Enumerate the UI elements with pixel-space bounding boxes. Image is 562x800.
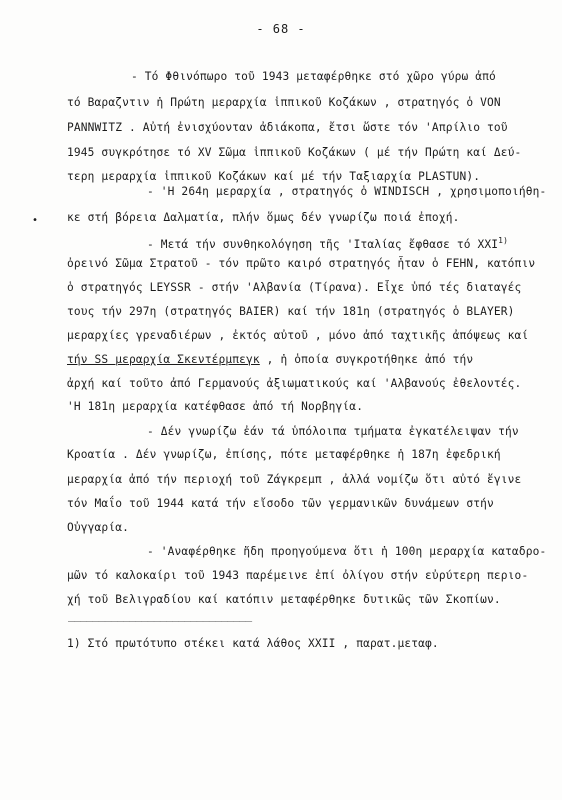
footnote-rule: ______________________________	[68, 609, 252, 622]
text-line: - 'Αναφέρθηκε ἤδη προηγούμενα ὅτι ἡ 100η μεραρχία καταδρο-	[147, 545, 547, 558]
text-line: μεραρχία ἀπό τήν περιοχή τοῦ Ζάγκρεμπ , ἀλλά νομίζω ὅτι αὐτό ἔγινε	[67, 473, 522, 486]
text-line: - 'Η 264η μεραρχία , στρατηγός ὁ WINDISCH , χρησιμοποιήθη-	[147, 185, 547, 198]
footnote-ref: 1)	[498, 236, 509, 245]
text-line-content: - Μετά τήν συνθηκολόγηση τῆς 'Ιταλίας ἔφθασε τό XXI	[147, 238, 499, 251]
text-line: ἀρχή καί τοῦτο ἀπό Γερμανούς ἀξιωματικούς καί 'Αλβανούς ἐθελοντές.	[67, 377, 522, 390]
text-line: χή τοῦ Βελιγραδίου καί κατόπιν μεταφέρθηκε δυτικῶς τῶν Σκοπίων.	[67, 593, 501, 606]
text-line: τους τήν 297η (στρατηγός BAIER) καί τήν 181η (στρατηγός ὁ BLAYER)	[67, 305, 515, 318]
page-number: - 68 -	[256, 22, 306, 36]
text-line: 'Η 181η μεραρχία κατέφθασε ἀπό τή Νορβηγία.	[67, 400, 364, 413]
text-line: Οὐγγαρία.	[67, 521, 129, 534]
underlined-division-name: τήν SS μεραρχία Σκεντέρμπεγκ	[67, 353, 260, 366]
footnote-text: 1) Στό πρωτότυπο στέκει κατά λάθος XXII , παρατ.μεταφ.	[67, 637, 439, 650]
margin-mark: •	[32, 215, 39, 226]
text-line	[67, 353, 473, 367]
text-line-content: , ἡ ὁποία συγκροτήθηκε ἀπό τήν	[259, 353, 474, 366]
text-line: μῶν τό καλοκαίρι τοῦ 1943 παρέμεινε ἐπί ὀλίγου στήν εὐρύτερη περιο-	[67, 569, 529, 582]
text-line: τό Βαραζντιν ἡ Πρώτη μεραρχία ἱππικοῦ Κοζάκων , στρατηγός ὁ VON	[67, 96, 501, 109]
text-line: τερη μεραρχία ἱππικοῦ Κοζάκων καί μέ τήν Ταξιαρχία PLASTUN).	[67, 170, 481, 183]
text-line: τόν Μαΐο τοῦ 1944 κατά τήν εἴσοδο τῶν γερμανικῶν δυνάμεων στήν	[67, 497, 494, 510]
text-line: 1945 συγκρότησε τό XV Σῶμα ἱππικοῦ Κοζάκων ( μέ τήν Πρώτη καί Δεύ-	[67, 146, 522, 159]
text-line: PANNWITZ . Αὐτή ἐνισχύονταν ἀδιάκοπα, ἔτσι ὥστε τόν 'Απρίλιο τοῦ	[67, 121, 508, 134]
text-line: ὁ στρατηγός LEYSSR - στήν 'Αλβανία (Τίρανα). Εἶχε ὑπό τές διαταγές	[67, 281, 522, 294]
text-line: Κροατία . Δέν γνωρίζω, ἐπίσης, πότε μεταφέρθηκε ἡ 187η ἐφεδρική	[67, 448, 501, 461]
text-line: μεραρχίες γρεναδιέρων , ἐκτός αὐτοῦ , μόνο ἀπό ταχτικῆς ἀπόψεως καί	[67, 329, 529, 342]
text-line: - Δέν γνωρίζω ἐάν τά ὑπόλοιπα τμήματα ἐγκατέλειψαν τήν	[147, 425, 519, 438]
text-line: ὀρεινό Σῶμα Στρατοῦ - τόν πρῶτο καιρό στρατηγός ἦταν ὁ FEHN, κατόπιν	[67, 257, 536, 270]
text-line	[147, 234, 508, 252]
text-line: κε στή βόρεια Δαλματία, πλήν ὅμως δέν γνωρίζω ποιά ἐποχή.	[67, 211, 460, 224]
text-line: - Τό Φθινόπωρο τοῦ 1943 μεταφέρθηκε στό χῶρο γύρω ἀπό	[131, 70, 496, 83]
